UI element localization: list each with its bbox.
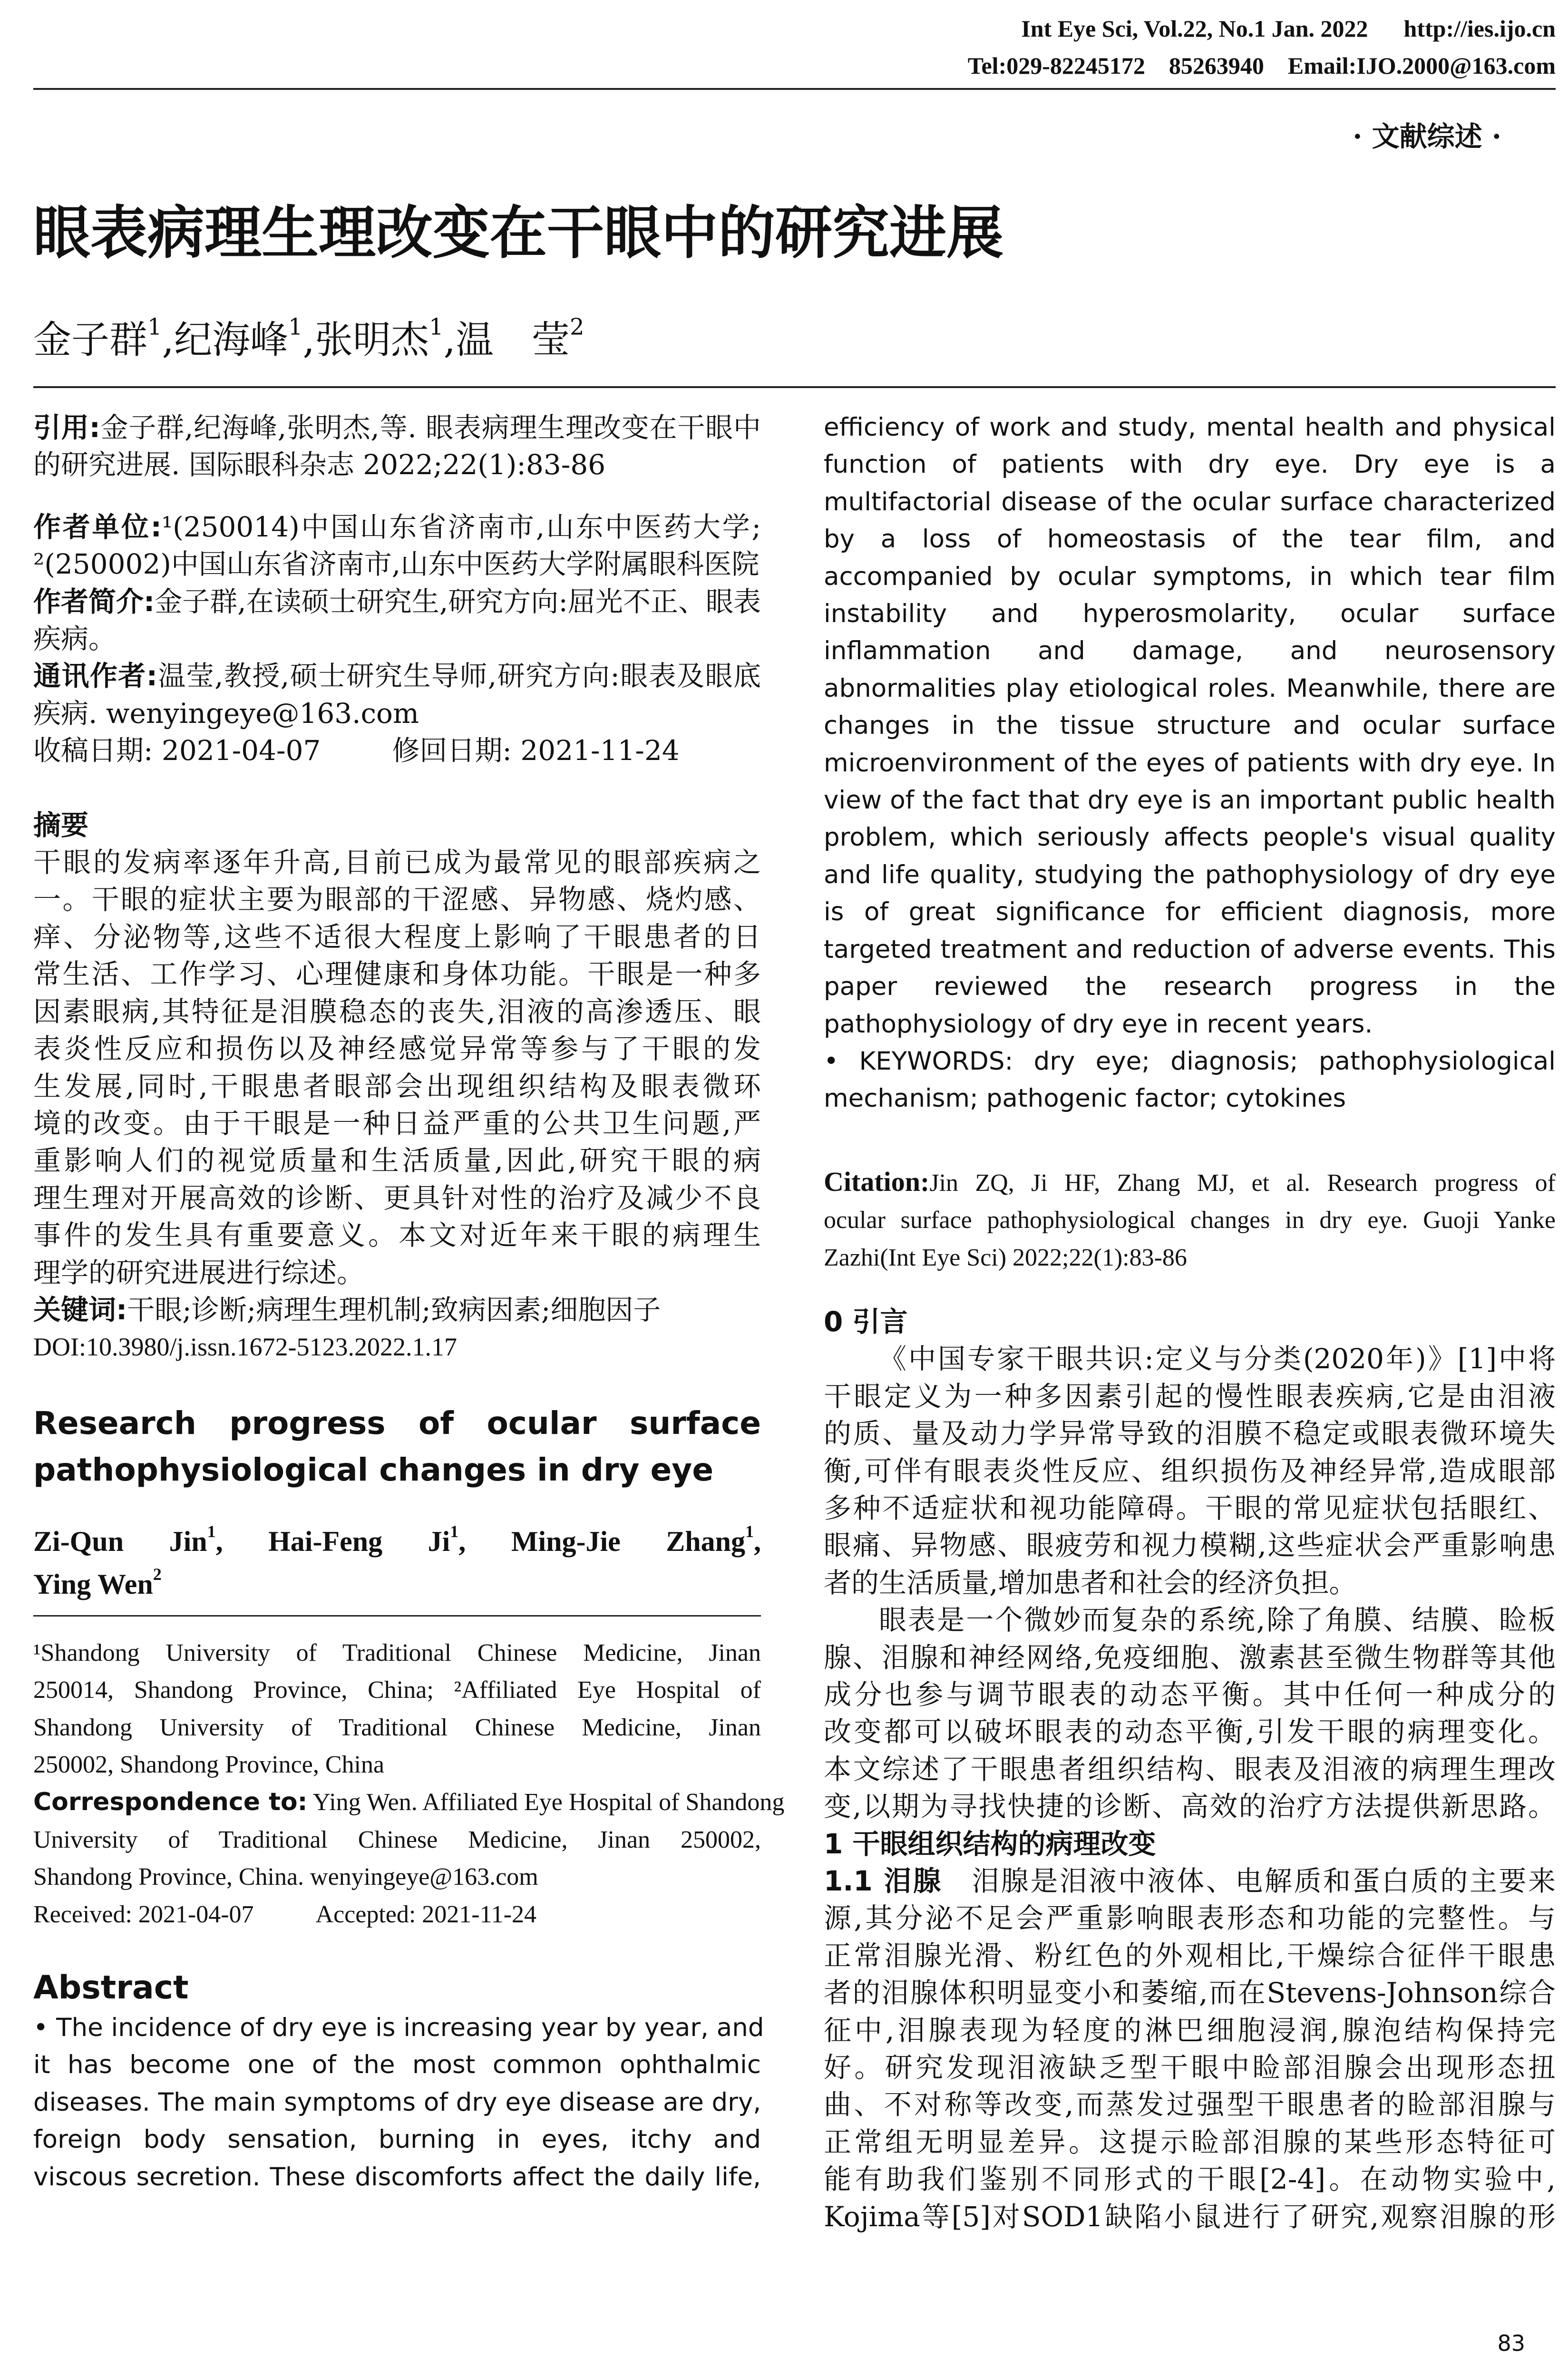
intro-p2-line: 腺、泪腺和神经网络,免疫细胞、激素甚至微生物群等其他 <box>824 1641 1556 1674</box>
keywords-cn <box>33 1291 761 1328</box>
right-column <box>824 409 1556 2235</box>
abstract-en-line: paper reviewed the research progress in the <box>824 972 1556 1002</box>
abstract-en-line: instability and hyperosmolarity, ocular surface <box>824 599 1556 629</box>
title-en-line: pathophysiological changes in dry eye <box>33 1451 714 1488</box>
abstract-en-line: inflammation and damage, and neurosensory <box>824 636 1556 666</box>
affiliation-cn-label: 作者单位: <box>33 510 162 543</box>
author-en-2: Hai-Feng Ji <box>268 1525 450 1557</box>
section-1-1-line: 好。研究发现泪液缺乏型干眼中睑部泪腺会出现形态扭 <box>824 2051 1556 2084</box>
abstract-cn-line: 常生活、工作学习、心理健康和身体功能。干眼是一种多 <box>33 958 761 991</box>
abstract-cn-line: 因素眼病,其特征是泪膜稳态的丧失,泪液的高渗透压、眼 <box>33 995 761 1028</box>
keywords-cn-label: 关键词: <box>33 1293 127 1326</box>
section-1-1-line: Kojima等[5]对SOD1缺陷小鼠进行了研究,观察泪腺的形 <box>824 2200 1556 2233</box>
abstract-cn-line: 干眼的发病率逐年升高,目前已成为最常见的眼部疾病之 <box>33 846 761 879</box>
intro-p1-line: 多种不适症状和视功能障碍。干眼的常见症状包括眼红、 <box>824 1491 1556 1524</box>
section-1-1-line: 征中,泪腺表现为轻度的淋巴细胞浸润,腺泡结构保持完 <box>824 2014 1556 2046</box>
authors-cn: 金子群$^1$,纪海峰$^1$,张明杰$^1$,温 莹$^2$ <box>33 313 584 362</box>
affiliation-en <box>33 1635 761 1784</box>
correspondence-en-line: Shandong Province, China. wenyingeye@163.com <box>33 1863 538 1891</box>
abstract-cn-line: 表炎性反应和损伤以及神经感觉异常等参与了干眼的发 <box>33 1033 761 1065</box>
abstract-en-line: targeted treatment and reduction of adverse events. This <box>824 935 1556 964</box>
abstract-en-line: viscous secretion. These discomforts affect the daily life, <box>33 2162 761 2192</box>
correspondence-en-line: Ying Wen. Affiliated Eye Hospital of Shandong <box>307 1789 785 1816</box>
intro-paragraph-2 <box>824 1601 1556 1825</box>
section-1-heading: 1 干眼组织结构的病理改变 <box>824 1827 1156 1860</box>
author-en-2-sup: 1 <box>450 1521 459 1541</box>
abstract-cn-line: 重影响人们的视觉质量和生活质量,因此,研究干眼的病 <box>33 1144 761 1177</box>
bio-cn-line: 金子群,在读硕士研究生,研究方向:屈光不正、眼表 <box>155 585 761 618</box>
citation-cn-line: 金子群,纪海峰,张明杰,等. 眼表病理生理改变在干眼中 <box>100 411 761 444</box>
author-cn-1-sup: 1 <box>147 313 162 341</box>
keywords-en-line: mechanism; pathogenic factor; cytokines <box>824 1084 1346 1113</box>
section-1-1-line: 泪腺是泪液中液体、电解质和蛋白质的主要来 <box>942 1865 1556 1898</box>
abstract-cn-line: 理生理对开展高效的诊断、更具针对性的治疗及减少不良 <box>33 1181 761 1214</box>
correspondence-en <box>33 1783 785 1896</box>
citation-cn-line: 的研究进展. 国际眼科杂志 2022;22(1):83-86 <box>33 448 606 481</box>
section-1-1-body <box>824 1862 1556 2235</box>
abstract-en-line: microenvironment of the eyes of patients with dry eye. In <box>824 748 1556 778</box>
journal-header-line1: Int Eye Sci, Vol.22, No.1 Jan. 2022 http://ies.ijo.cn <box>1021 15 1556 42</box>
keywords-en <box>824 1043 1556 1118</box>
authors-rule <box>33 386 1556 388</box>
abstract-en-line: it has become one of the most common ophthalmic <box>33 2050 761 2080</box>
author-cn-4: 温 莹 <box>455 318 570 362</box>
citation-en <box>824 1163 1556 1276</box>
author-cn-2-sup: 1 <box>288 313 303 341</box>
abstract-en-line: diseases. The main symptoms of dry eye disease are dry, <box>33 2087 761 2117</box>
keywords-en-line: • KEYWORDS: dry eye; diagnosis; pathophysiological <box>824 1046 1556 1076</box>
citation-en-line: Jin ZQ, Ji HF, Zhang MJ, et al. Research progress of <box>929 1169 1556 1197</box>
abstract-en-line: pathophysiology of dry eye in recent years. <box>824 1009 1373 1039</box>
abstract-cn-line: 事件的发生具有重要意义。本文对近年来干眼的病理生 <box>33 1219 761 1252</box>
journal-header-line2: Tel:029-82245172 85263940 Email:IJO.2000@163.com <box>967 52 1556 79</box>
section-1-1-line: 能有助我们鉴别不同形式的干眼[2-4]。在动物实验中, <box>824 2163 1556 2196</box>
intro-p1-line: 衡,可伴有眼表炎性反应、组织损伤及神经异常,造成眼部 <box>824 1454 1556 1487</box>
intro-paragraph-1 <box>824 1340 1556 1601</box>
citation-en-label: Citation: <box>824 1166 930 1197</box>
abstract-en-line: view of the fact that dry eye is an important public health <box>824 786 1556 815</box>
abstract-en-line: foreign body sensation, burning in eyes, itchy and <box>33 2125 761 2154</box>
affiliation-cn <box>33 508 761 583</box>
abstract-cn-body <box>33 844 761 1291</box>
author-en-1-sup: 1 <box>207 1521 216 1541</box>
keywords-cn-text: 干眼;诊断;病理生理机制;致病因素;细胞因子 <box>127 1293 661 1326</box>
author-cn-3: 张明杰 <box>314 318 429 362</box>
author-cn-1: 金子群 <box>33 318 147 362</box>
author-cn-3-sup: 1 <box>429 313 444 341</box>
section-1-1-heading: 1.1 泪腺 <box>824 1865 943 1898</box>
affiliation-en-line: 250014, Shandong Province, China; ²Affiliated Eye Hospital of <box>33 1676 761 1704</box>
intro-p1-line: 者的生活质量,增加患者和社会的经济负担。 <box>824 1566 1357 1599</box>
accepted-date-en: Accepted: 2021-11-24 <box>315 1900 537 1928</box>
author-en-4: Ying Wen <box>33 1568 153 1600</box>
affiliation-en-line: 250002, Shandong Province, China <box>33 1751 385 1778</box>
abstract-cn-line: 境的改变。由于干眼是一种日益严重的公共卫生问题,严 <box>33 1107 761 1140</box>
authors-en: Zi-Qun Jin$^1$, Hai-Feng Ji$^1$, Ming-Jie Zhang$^1$, Ying Wen$^2$ <box>33 1521 761 1600</box>
correspondence-en-line: University of Traditional Chinese Medicine, Jinan 250002, <box>33 1826 761 1853</box>
affiliation-en-line: Shandong University of Traditional Chinese Medicine, Jinan <box>33 1714 761 1741</box>
citation-cn-label: 引用: <box>33 411 100 444</box>
affiliation-cn-line: ²(250002)中国山东省济南市,山东中医药大学附属眼科医院 <box>33 548 760 581</box>
author-en-4-sup: 2 <box>153 1564 162 1584</box>
abstract-en-heading: Abstract <box>33 1969 189 2007</box>
intro-p2-line: 变,以期为寻找快捷的诊断、高效的治疗方法提供新思路。 <box>824 1790 1556 1823</box>
bio-cn <box>33 583 761 658</box>
abstract-en-line: accompanied by ocular symptoms, in which tear film <box>824 562 1556 591</box>
abstract-en-line: changes in the tissue structure and ocular surface <box>824 711 1556 740</box>
author-cn-4-sup: 2 <box>569 313 584 341</box>
section-tag: · 文献综述 · <box>1353 120 1501 153</box>
section-1-1-line: 正常组无明显差异。这提示睑部泪腺的某些形态特征可 <box>824 2125 1556 2158</box>
abstract-en-line: efficiency of work and study, mental health and physical <box>824 413 1556 442</box>
intro-p1-line: 《中国专家干眼共识:定义与分类(2020年)》[1]中将 <box>879 1343 1556 1375</box>
doi: DOI:10.3980/j.issn.1672-5123.2022.1.17 <box>33 1333 457 1362</box>
section-1-1-line: 者的泪腺体积明显变小和萎缩,而在Stevens-Johnson综合 <box>824 1977 1556 2009</box>
correspondence-cn-line: 温莹,教授,硕士研究生导师,研究方向:眼表及眼底 <box>157 660 761 692</box>
section-1-1-line: 正常泪腺光滑、粉红色的外观相比,干燥综合征伴干眼患 <box>824 1939 1556 1972</box>
citation-cn <box>33 409 761 484</box>
abstract-cn-line: 生发展,同时,干眼患者眼部会出现组织结构及眼表微环 <box>33 1070 761 1102</box>
affiliation-cn-line: ¹(250014)中国山东省济南市,山东中医药大学; <box>161 510 761 543</box>
abstract-en-line: problem, which seriously affects people's visual quality <box>824 823 1556 852</box>
abstract-cn-line: 痒、分泌物等,这些不适很大程度上影响了干眼患者的日 <box>33 920 761 953</box>
intro-p1-line: 眼痛、异物感、眼疲劳和视力模糊,这些症状会严重影响患 <box>824 1529 1556 1562</box>
intro-p1-line: 的质、量及动力学异常导致的泪膜不稳定或眼表微环境失 <box>824 1417 1556 1450</box>
header-rule <box>33 88 1556 90</box>
section-1-1-line: 源,其分泌不足会严重影响眼表形态和功能的完整性。与 <box>824 1902 1556 1935</box>
abstract-en-line: is of great significance for efficient diagnosis, more <box>824 897 1556 927</box>
received-date-en: Received: 2021-04-07 <box>33 1900 254 1928</box>
abstract-en-line: function of patients with dry eye. Dry eye is a <box>824 450 1556 479</box>
intro-p2-line: 眼表是一个微妙而复杂的系统,除了角膜、结膜、睑板 <box>879 1604 1556 1637</box>
abstract-en-line: abnormalities play etiological roles. Meanwhile, there are <box>824 673 1556 703</box>
author-en-1: Zi-Qun Jin <box>33 1525 207 1557</box>
dates-en <box>33 1896 761 1933</box>
page-number: 83 <box>1497 2330 1525 2356</box>
revised-date-cn: 修回日期: 2021-11-24 <box>392 734 680 767</box>
abstract-en-line: and life quality, studying the pathophysiology of dry eye <box>824 860 1556 889</box>
abstract-en-line: • The incidence of dry eye is increasing year by year, and <box>33 2013 764 2042</box>
intro-p1-line: 干眼定义为一种多因素引起的慢性眼表疾病,它是由泪液 <box>824 1380 1556 1413</box>
title-en-line: Research progress of ocular surface <box>33 1404 761 1442</box>
citation-en-line: Zazhi(Int Eye Sci) 2022;22(1):83-86 <box>824 1244 1187 1271</box>
correspondence-cn-label: 通讯作者: <box>33 660 157 692</box>
abstract-cn-line: 一。干眼的症状主要为眼部的干涩感、异物感、烧灼感、 <box>33 883 761 916</box>
abstract-en-line: multifactorial disease of the ocular surface characterized <box>824 487 1556 516</box>
affiliation-en-line: ¹Shandong University of Traditional Chinese Medicine, Jinan <box>33 1639 761 1666</box>
author-cn-2: 纪海峰 <box>174 318 288 362</box>
bio-cn-line: 疾病。 <box>33 623 117 655</box>
correspondence-cn <box>33 657 761 732</box>
correspondence-cn-line: 疾病. wenyingeye@163.com <box>33 697 419 730</box>
intro-p2-line: 本文综述了干眼患者组织结构、眼表及泪液的病理生理改 <box>824 1753 1556 1785</box>
section-0-heading: 0 引言 <box>824 1305 908 1338</box>
intro-p2-line: 改变都可以破坏眼表的动态平衡,引发干眼的病理变化。 <box>824 1715 1556 1748</box>
citation-en-line: ocular surface pathophysiological changes in dry eye. Guoji Yanke <box>824 1207 1556 1234</box>
abstract-en-body-right <box>824 409 1556 1043</box>
section-1-1-line: 曲、不对称等改变,而蒸发过强型干眼患者的睑部泪腺与 <box>824 2088 1556 2121</box>
author-en-3-sup: 1 <box>745 1521 754 1541</box>
author-en-3: Ming-Jie Zhang <box>511 1525 746 1557</box>
bio-cn-label: 作者简介: <box>33 585 155 618</box>
received-date-cn: 收稿日期: 2021-04-07 <box>33 734 321 767</box>
abstract-en-line: by a loss of homeostasis of the tear film, and <box>824 525 1556 554</box>
intro-p2-line: 成分也参与调节眼表的动态平衡。其中任何一种成分的 <box>824 1678 1556 1711</box>
abstract-cn-heading: 摘要 <box>33 809 89 841</box>
abstract-en-body-left <box>33 2009 764 2196</box>
left-column <box>33 409 785 2196</box>
title-en <box>33 1400 761 1493</box>
title-cn: 眼表病理生理改变在干眼中的研究进展 <box>33 199 1003 266</box>
abstract-cn-line: 理学的研究进展进行综述。 <box>33 1256 365 1289</box>
correspondence-en-label: Correspondence to: <box>33 1788 308 1817</box>
dates-cn <box>33 732 761 769</box>
